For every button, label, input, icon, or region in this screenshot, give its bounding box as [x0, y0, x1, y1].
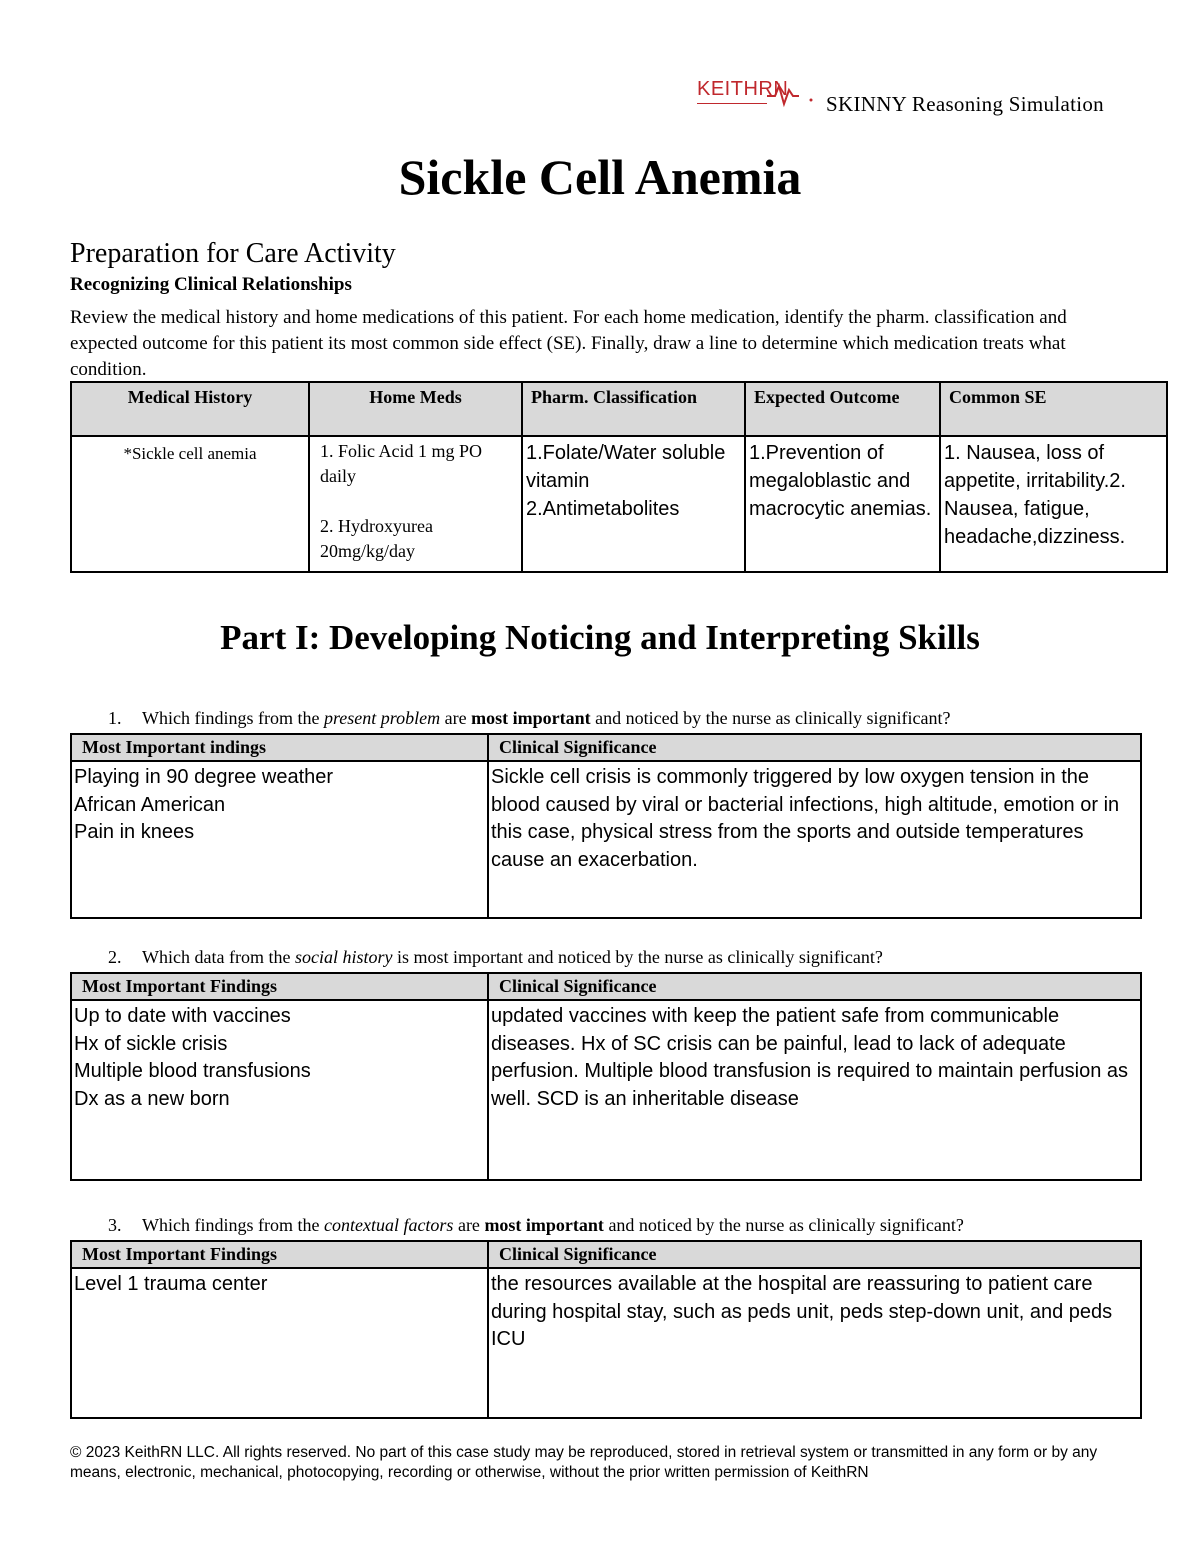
- findings-table-3: [70, 1240, 1142, 1419]
- home-meds-cell: [309, 436, 522, 572]
- prep-heading: Preparation for Care Activity: [70, 238, 396, 269]
- findings-cell: Playing in 90 degree weather African American Pain in knees: [71, 761, 488, 918]
- heartbeat-icon: [767, 82, 821, 108]
- col-header-findings: Most Important Findings: [71, 1241, 488, 1268]
- medical-history-cell: *Sickle cell anemia: [71, 436, 309, 572]
- question-text: and noticed by the nurse as clinically significant?: [603, 1215, 964, 1235]
- col-header-significance: Clinical Significance: [488, 1241, 1141, 1268]
- question-number: 2.: [108, 947, 122, 967]
- col-header-home-meds: Home Meds: [309, 382, 522, 436]
- table-header-row: [71, 382, 1167, 436]
- pharm-class-2: 2.Antimetabolites: [526, 498, 680, 520]
- question-emphasis: contextual factors: [323, 1215, 454, 1235]
- copyright-footer: © 2023 KeithRN LLC. All rights reserved. No part of this case study may be reproduced, stored in retrieval system or transmitted in any form or by any means, electronic, mechanical, photocopying, recording or otherwise, without the prior written permission of KeithRN: [70, 1444, 1098, 1481]
- question-3: [108, 1215, 964, 1236]
- col-header-significance: Clinical Significance: [488, 734, 1141, 761]
- col-header-findings: Most Important indings: [71, 734, 488, 761]
- question-emphasis: present problem: [323, 708, 441, 728]
- table-row: [71, 436, 1167, 572]
- document-title: Sickle Cell Anemia: [398, 149, 802, 205]
- medication-table: [70, 381, 1168, 573]
- question-text: Which data from the: [142, 947, 295, 967]
- question-text: Which findings from the: [142, 708, 324, 728]
- table-row: [71, 761, 1141, 918]
- home-med-2: 2. Hydroxyurea 20mg/kg/day: [320, 516, 433, 561]
- col-header-significance: Clinical Significance: [488, 973, 1141, 1000]
- question-text: are: [440, 708, 472, 728]
- header-title: SKINNY Reasoning Simulation: [826, 92, 1104, 116]
- findings-table-1: [70, 733, 1142, 919]
- question-text: and noticed by the nurse as clinically significant?: [590, 708, 951, 728]
- expected-outcome-cell: 1.Prevention of megaloblastic and macrocytic anemias.: [745, 436, 940, 572]
- col-header-common-se: Common SE: [940, 382, 1167, 436]
- table-header-row: [71, 973, 1141, 1000]
- findings-cell: Up to date with vaccines Hx of sickle crisis Multiple blood transfusions Dx as a new born: [71, 1000, 488, 1180]
- prep-instructions: Review the medical history and home medications of this patient. For each home medication, identify the pharm. classification and expected outcome for this patient its most common side effect (SE). Finally, draw a line to determine which medication treats what condition.: [70, 307, 1067, 380]
- table-header-row: [71, 1241, 1141, 1268]
- significance-cell: Sickle cell crisis is commonly triggered by low oxygen tension in the blood caused by viral or bacterial infections, high altitude, emotion or in this case, physical stress from the sports and outside temperatures cause an exacerbation.: [488, 761, 1141, 918]
- common-se-cell: 1. Nausea, loss of appetite, irritability.2. Nausea, fatigue, headache,dizziness.: [940, 436, 1167, 572]
- question-emphasis: social history: [294, 947, 393, 967]
- table-header-row: [71, 734, 1141, 761]
- col-header-expected-outcome: Expected Outcome: [745, 382, 940, 436]
- logo-text: KEITHRN: [697, 78, 789, 100]
- pharm-classification-cell: [522, 436, 745, 572]
- question-bold: most important: [471, 708, 591, 728]
- col-header-pharm-classification: Pharm. Classification: [522, 382, 745, 436]
- table-row: [71, 1268, 1141, 1418]
- question-number: 3.: [108, 1215, 122, 1235]
- question-bold: most important: [484, 1215, 604, 1235]
- question-text: is most important and noticed by the nurse as clinically significant?: [392, 947, 883, 967]
- significance-cell: updated vaccines with keep the patient safe from communicable diseases. Hx of SC crisis can be painful, lead to lack of adequate perfusion. Multiple blood transfusion is required to maintain perfusion as well. SCD is an inheritable disease: [488, 1000, 1141, 1180]
- part1-title: Part I: Developing Noticing and Interpreting Skills: [220, 618, 980, 657]
- col-header-findings: Most Important Findings: [71, 973, 488, 1000]
- home-med-1: 1. Folic Acid 1 mg PO daily: [320, 441, 483, 486]
- prep-subheading: Recognizing Clinical Relationships: [70, 274, 352, 295]
- logo-underline: [697, 103, 767, 104]
- question-text: are: [453, 1215, 485, 1235]
- findings-cell: Level 1 trauma center: [71, 1268, 488, 1418]
- pharm-class-1: 1.Folate/Water soluble vitamin: [526, 442, 726, 492]
- significance-cell: the resources available at the hospital are reassuring to patient care during hospital stay, such as peds unit, peds step-down unit, and peds ICU: [488, 1268, 1141, 1418]
- question-text: Which findings from the: [142, 1215, 324, 1235]
- question-1: [108, 708, 951, 729]
- table-row: [71, 1000, 1141, 1180]
- question-number: 1.: [108, 708, 122, 728]
- question-2: [108, 947, 883, 968]
- col-header-medical-history: Medical History: [71, 382, 309, 436]
- findings-table-2: [70, 972, 1142, 1181]
